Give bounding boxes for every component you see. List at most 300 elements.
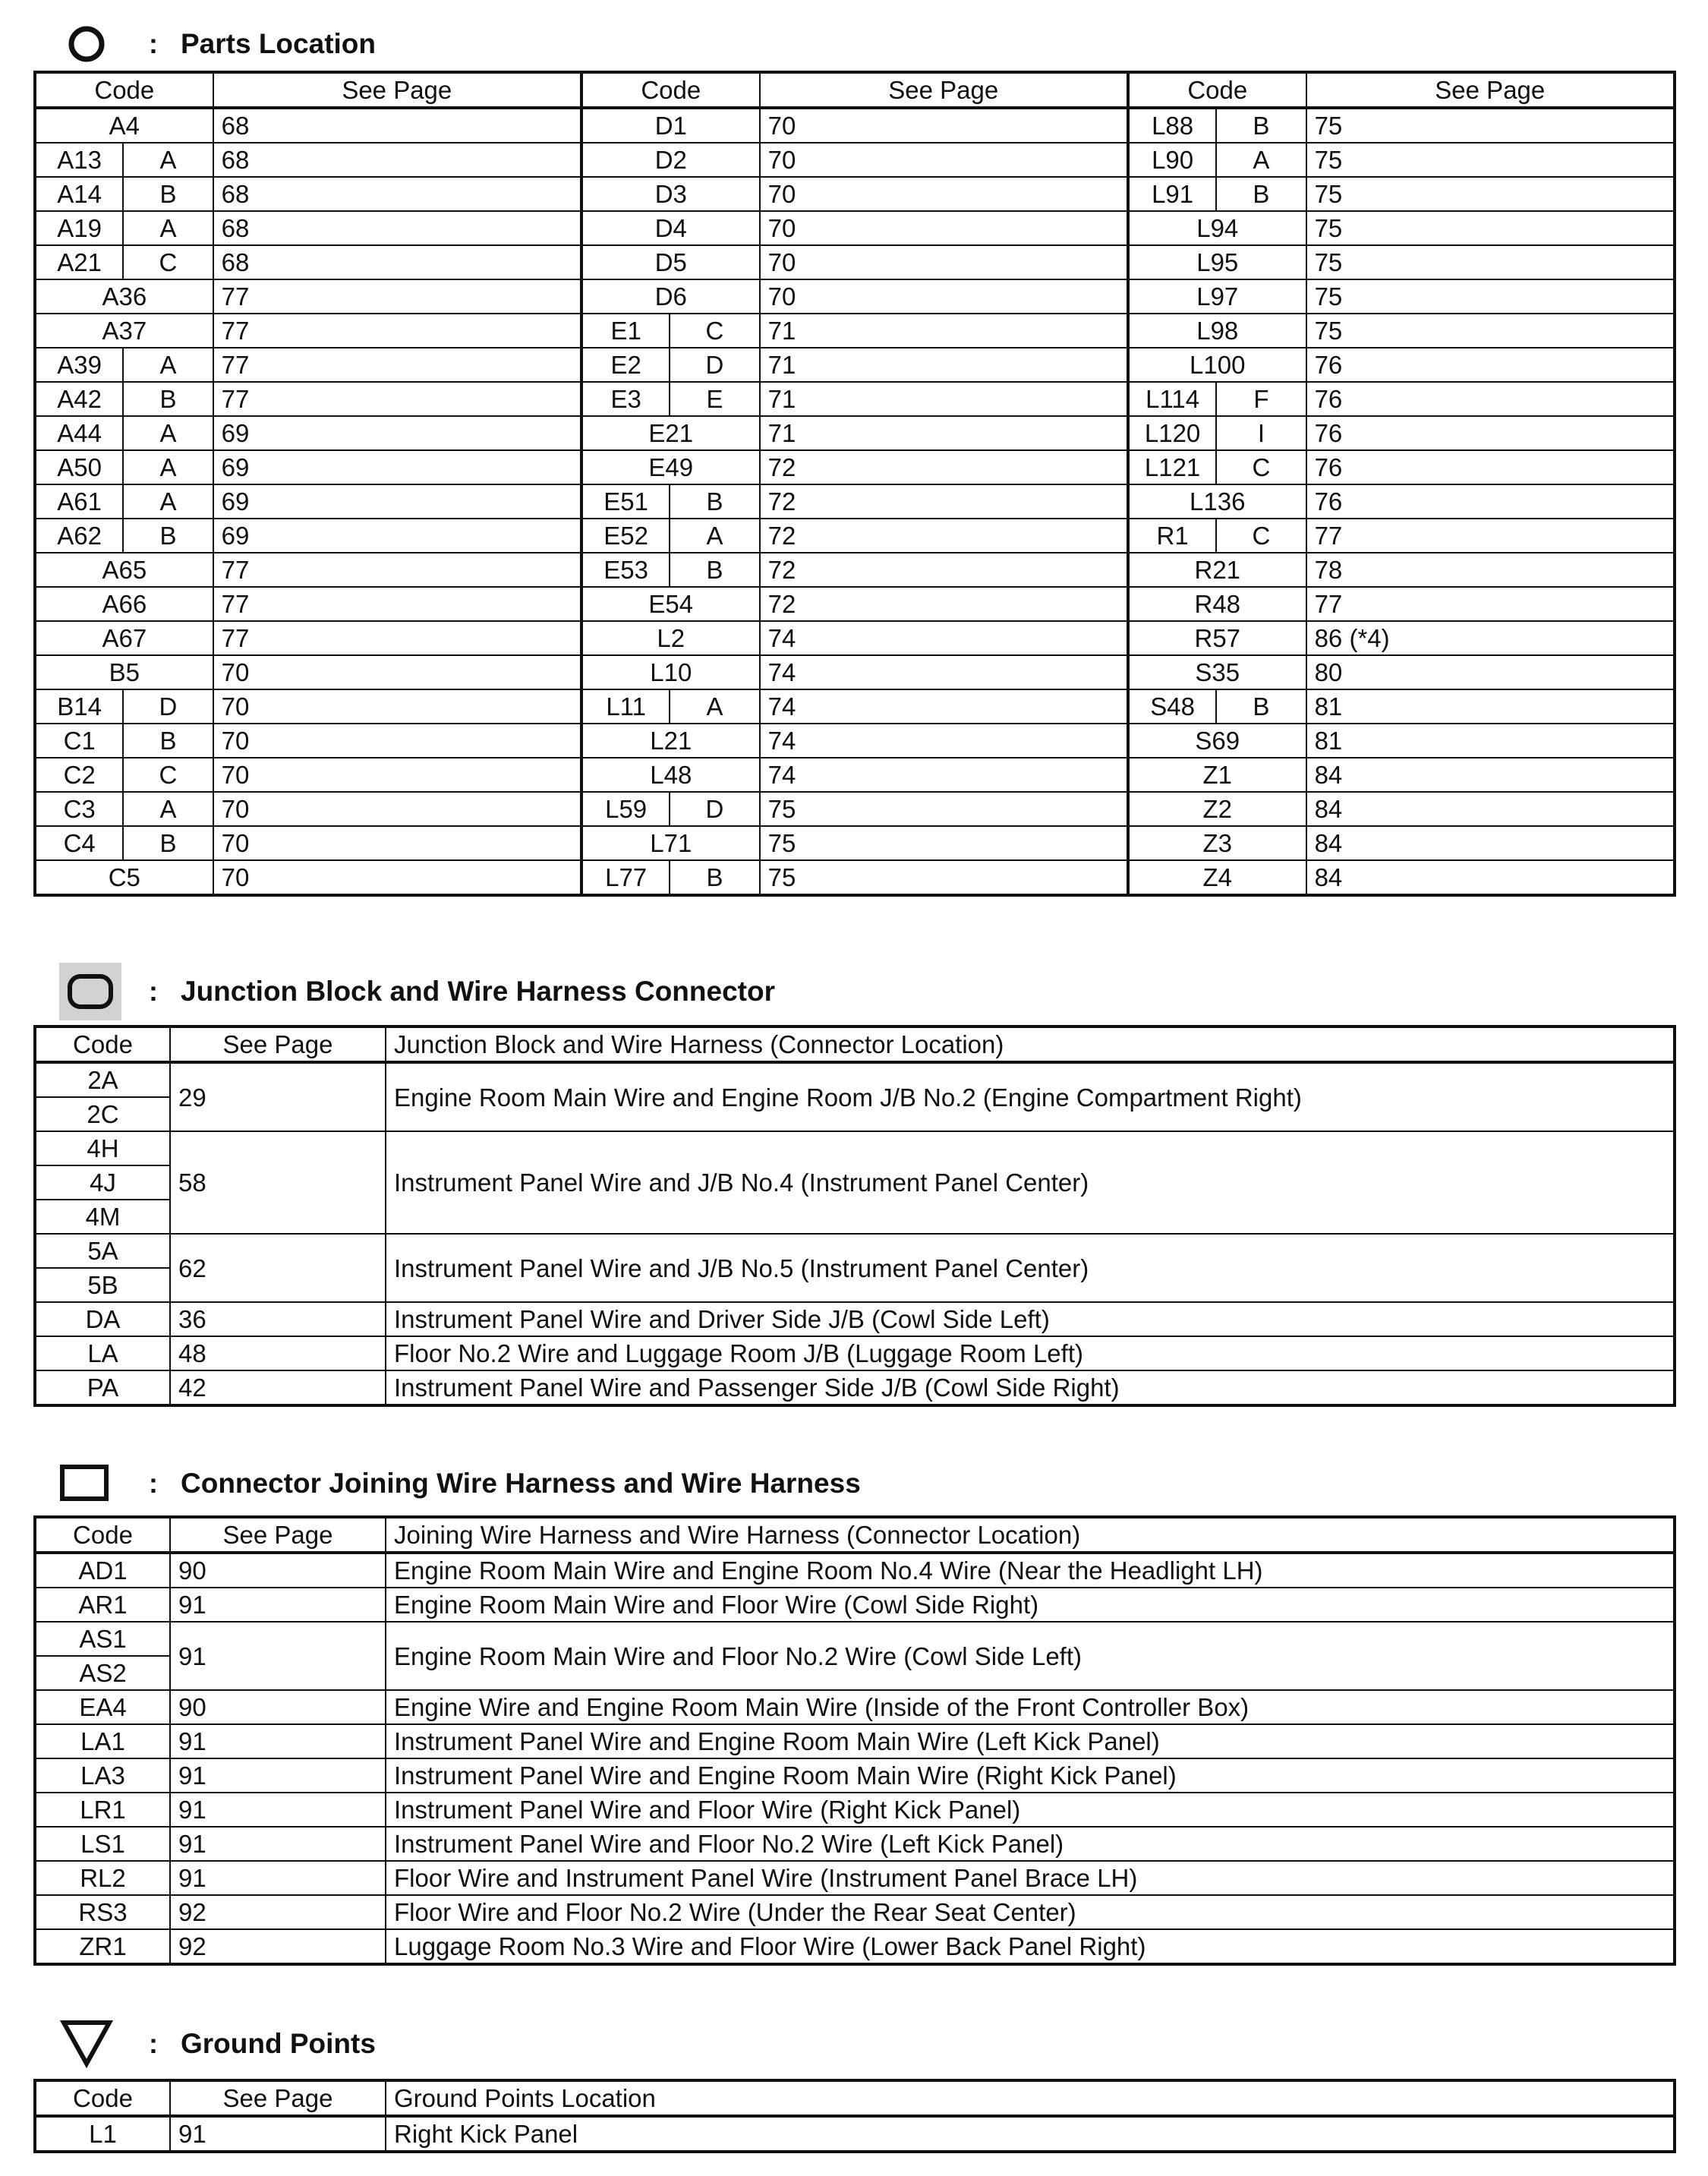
header-see-page: See Page bbox=[760, 72, 1128, 108]
part-code: E1 bbox=[581, 314, 670, 348]
part-connector-letter: I bbox=[1216, 416, 1306, 450]
location-description: Floor Wire and Floor No.2 Wire (Under the Rear Seat Center) bbox=[386, 1895, 1675, 1929]
table-row bbox=[35, 348, 1675, 382]
connector-code: RS3 bbox=[35, 1895, 170, 1929]
part-see-page: 71 bbox=[760, 348, 1128, 382]
part-see-page: 68 bbox=[213, 108, 581, 143]
table-row bbox=[35, 1861, 1675, 1895]
part-code: A4 bbox=[35, 108, 213, 143]
table-row bbox=[35, 1929, 1675, 1964]
part-see-page: 81 bbox=[1306, 724, 1675, 758]
connector-code: 4M bbox=[35, 1200, 170, 1234]
part-connector-letter: B bbox=[123, 724, 213, 758]
part-code: E49 bbox=[581, 450, 760, 484]
table-row bbox=[35, 177, 1675, 211]
location-description: Instrument Panel Wire and Driver Side J/B (Cowl Side Left) bbox=[386, 1302, 1675, 1336]
part-code: D6 bbox=[581, 279, 760, 314]
connector-code: 2C bbox=[35, 1097, 170, 1131]
part-code: D5 bbox=[581, 245, 760, 279]
part-see-page: 72 bbox=[760, 484, 1128, 519]
part-code: A67 bbox=[35, 621, 213, 655]
location-description: Instrument Panel Wire and J/B No.4 (Instrument Panel Center) bbox=[386, 1131, 1675, 1234]
part-connector-letter: C bbox=[670, 314, 759, 348]
see-page: 90 bbox=[170, 1690, 386, 1724]
see-page: 90 bbox=[170, 1553, 386, 1588]
header-code: Code bbox=[35, 2080, 170, 2116]
part-see-page: 77 bbox=[213, 553, 581, 587]
see-page: 42 bbox=[170, 1370, 386, 1405]
part-code: S69 bbox=[1128, 724, 1306, 758]
table-row bbox=[35, 1062, 1675, 1097]
part-code: S35 bbox=[1128, 655, 1306, 689]
part-see-page: 68 bbox=[213, 143, 581, 177]
header-see-page: See Page bbox=[170, 2080, 386, 2116]
part-code: D2 bbox=[581, 143, 760, 177]
part-see-page: 72 bbox=[760, 519, 1128, 553]
connector-code: AD1 bbox=[35, 1553, 170, 1588]
part-connector-letter: C bbox=[1216, 519, 1306, 553]
part-see-page: 70 bbox=[760, 279, 1128, 314]
part-see-page: 69 bbox=[213, 519, 581, 553]
part-code: A50 bbox=[35, 450, 123, 484]
connector-code: DA bbox=[35, 1302, 170, 1336]
part-code: A39 bbox=[35, 348, 123, 382]
part-see-page: 70 bbox=[760, 245, 1128, 279]
connector-code: L1 bbox=[35, 2116, 170, 2152]
part-code: E21 bbox=[581, 416, 760, 450]
part-see-page: 84 bbox=[1306, 758, 1675, 792]
see-page: 91 bbox=[170, 2116, 386, 2152]
table-row bbox=[35, 655, 1675, 689]
part-connector-letter: A bbox=[123, 211, 213, 245]
location-description: Instrument Panel Wire and Passenger Side J/B (Cowl Side Right) bbox=[386, 1370, 1675, 1405]
part-see-page: 74 bbox=[760, 724, 1128, 758]
table-header-row bbox=[35, 2080, 1675, 2116]
part-see-page: 70 bbox=[213, 655, 581, 689]
location-description: Engine Room Main Wire and Floor No.2 Wire (Cowl Side Left) bbox=[386, 1622, 1675, 1690]
part-connector-letter: A bbox=[123, 484, 213, 519]
part-see-page: 71 bbox=[760, 382, 1128, 416]
part-see-page: 72 bbox=[760, 553, 1128, 587]
location-description: Instrument Panel Wire and J/B No.5 (Instrument Panel Center) bbox=[386, 1234, 1675, 1302]
location-description: Instrument Panel Wire and Floor No.2 Wire (Left Kick Panel) bbox=[386, 1827, 1675, 1861]
part-see-page: 86 (*4) bbox=[1306, 621, 1675, 655]
part-see-page: 74 bbox=[760, 621, 1128, 655]
location-description: Luggage Room No.3 Wire and Floor Wire (Lower Back Panel Right) bbox=[386, 1929, 1675, 1964]
table-row bbox=[35, 314, 1675, 348]
header-code: Code bbox=[35, 1517, 170, 1553]
part-see-page: 72 bbox=[760, 450, 1128, 484]
part-code: L88 bbox=[1128, 108, 1216, 143]
see-page: 29 bbox=[170, 1062, 386, 1131]
part-see-page: 74 bbox=[760, 655, 1128, 689]
section-colon: : bbox=[149, 976, 158, 1007]
part-connector-letter: B bbox=[670, 553, 759, 587]
part-code: L90 bbox=[1128, 143, 1216, 177]
connector-code: ZR1 bbox=[35, 1929, 170, 1964]
header-see-page: See Page bbox=[170, 1027, 386, 1062]
part-code: L97 bbox=[1128, 279, 1306, 314]
see-page: 36 bbox=[170, 1302, 386, 1336]
part-code: D3 bbox=[581, 177, 760, 211]
part-connector-letter: C bbox=[1216, 450, 1306, 484]
table-row bbox=[35, 484, 1675, 519]
part-code: E53 bbox=[581, 553, 670, 587]
part-code: L77 bbox=[581, 860, 670, 895]
part-see-page: 84 bbox=[1306, 826, 1675, 860]
section-title: Parts Location bbox=[181, 28, 376, 59]
part-code: L2 bbox=[581, 621, 760, 655]
table-header-row bbox=[35, 72, 1675, 108]
table-row bbox=[35, 416, 1675, 450]
circle-icon bbox=[67, 24, 106, 64]
table-row bbox=[35, 1336, 1675, 1370]
part-code: L120 bbox=[1128, 416, 1216, 450]
part-code: A44 bbox=[35, 416, 123, 450]
table-row bbox=[35, 1793, 1675, 1827]
part-see-page: 81 bbox=[1306, 689, 1675, 724]
part-see-page: 70 bbox=[213, 724, 581, 758]
part-see-page: 77 bbox=[1306, 519, 1675, 553]
section-colon: : bbox=[149, 2028, 158, 2059]
part-connector-letter: D bbox=[123, 689, 213, 724]
connector-code: AR1 bbox=[35, 1588, 170, 1622]
part-connector-letter: B bbox=[670, 860, 759, 895]
section-title: Ground Points bbox=[181, 2028, 376, 2059]
part-code: L136 bbox=[1128, 484, 1306, 519]
location-description: Engine Room Main Wire and Floor Wire (Cowl Side Right) bbox=[386, 1588, 1675, 1622]
connector-code: AS1 bbox=[35, 1622, 170, 1656]
part-see-page: 71 bbox=[760, 314, 1128, 348]
header-code: Code bbox=[581, 72, 760, 108]
header-description: Junction Block and Wire Harness (Connector Location) bbox=[386, 1027, 1675, 1062]
part-see-page: 69 bbox=[213, 450, 581, 484]
part-code: E52 bbox=[581, 519, 670, 553]
part-code: A65 bbox=[35, 553, 213, 587]
part-code: A62 bbox=[35, 519, 123, 553]
part-code: C2 bbox=[35, 758, 123, 792]
table-header-row bbox=[35, 1517, 1675, 1553]
connector-code: LR1 bbox=[35, 1793, 170, 1827]
part-connector-letter: A bbox=[670, 689, 759, 724]
see-page: 91 bbox=[170, 1588, 386, 1622]
part-code: L11 bbox=[581, 689, 670, 724]
part-see-page: 74 bbox=[760, 689, 1128, 724]
part-see-page: 70 bbox=[213, 792, 581, 826]
location-description: Instrument Panel Wire and Engine Room Main Wire (Left Kick Panel) bbox=[386, 1724, 1675, 1758]
part-see-page: 77 bbox=[213, 279, 581, 314]
part-code: L48 bbox=[581, 758, 760, 792]
connector-code: LS1 bbox=[35, 1827, 170, 1861]
connector-code: LA bbox=[35, 1336, 170, 1370]
section-colon: : bbox=[149, 28, 158, 59]
part-code: A66 bbox=[35, 587, 213, 621]
location-description: Right Kick Panel bbox=[386, 2116, 1675, 2152]
part-see-page: 84 bbox=[1306, 860, 1675, 895]
location-description: Engine Wire and Engine Room Main Wire (Inside of the Front Controller Box) bbox=[386, 1690, 1675, 1724]
part-see-page: 76 bbox=[1306, 416, 1675, 450]
connector-joining-header bbox=[0, 1458, 1708, 1512]
part-code: A13 bbox=[35, 143, 123, 177]
part-see-page: 76 bbox=[1306, 450, 1675, 484]
section-title: Junction Block and Wire Harness Connector bbox=[181, 976, 775, 1007]
part-code: L10 bbox=[581, 655, 760, 689]
see-page: 92 bbox=[170, 1929, 386, 1964]
table-row bbox=[35, 1302, 1675, 1336]
part-see-page: 70 bbox=[213, 826, 581, 860]
section-title: Connector Joining Wire Harness and Wire Harness bbox=[181, 1468, 861, 1499]
connector-code: RL2 bbox=[35, 1861, 170, 1895]
table-row bbox=[35, 758, 1675, 792]
part-see-page: 75 bbox=[1306, 279, 1675, 314]
table-row bbox=[35, 724, 1675, 758]
part-see-page: 75 bbox=[760, 860, 1128, 895]
part-see-page: 75 bbox=[1306, 177, 1675, 211]
part-code: A61 bbox=[35, 484, 123, 519]
table-header-row bbox=[35, 1027, 1675, 1062]
part-see-page: 77 bbox=[213, 348, 581, 382]
connector-code: 5A bbox=[35, 1234, 170, 1268]
see-page: 91 bbox=[170, 1827, 386, 1861]
part-see-page: 75 bbox=[1306, 211, 1675, 245]
part-code: E2 bbox=[581, 348, 670, 382]
part-see-page: 76 bbox=[1306, 484, 1675, 519]
part-see-page: 76 bbox=[1306, 382, 1675, 416]
part-connector-letter: B bbox=[123, 177, 213, 211]
ground-points-table bbox=[33, 2079, 1676, 2153]
part-see-page: 70 bbox=[213, 758, 581, 792]
part-code: Z1 bbox=[1128, 758, 1306, 792]
connector-code: AS2 bbox=[35, 1656, 170, 1690]
part-connector-letter: B bbox=[1216, 177, 1306, 211]
part-code: A14 bbox=[35, 177, 123, 211]
table-row bbox=[35, 860, 1675, 895]
table-row bbox=[35, 792, 1675, 826]
table-row bbox=[35, 1131, 1675, 1165]
see-page: 62 bbox=[170, 1234, 386, 1302]
part-code: L71 bbox=[581, 826, 760, 860]
part-see-page: 70 bbox=[760, 177, 1128, 211]
parts-location-header bbox=[0, 21, 1708, 76]
table-row bbox=[35, 621, 1675, 655]
part-code: A42 bbox=[35, 382, 123, 416]
header-see-page: See Page bbox=[213, 72, 581, 108]
header-code: Code bbox=[35, 72, 213, 108]
part-connector-letter: A bbox=[123, 416, 213, 450]
connector-code: 5B bbox=[35, 1268, 170, 1302]
part-code: L91 bbox=[1128, 177, 1216, 211]
location-description: Engine Room Main Wire and Engine Room No.4 Wire (Near the Headlight LH) bbox=[386, 1553, 1675, 1588]
table-row bbox=[35, 211, 1675, 245]
part-code: D4 bbox=[581, 211, 760, 245]
part-connector-letter: A bbox=[123, 450, 213, 484]
table-row bbox=[35, 2116, 1675, 2152]
table-row bbox=[35, 382, 1675, 416]
part-see-page: 77 bbox=[213, 314, 581, 348]
part-see-page: 70 bbox=[213, 860, 581, 895]
part-code: R57 bbox=[1128, 621, 1306, 655]
ground-points-header bbox=[0, 2018, 1708, 2073]
part-code: A21 bbox=[35, 245, 123, 279]
part-code: D1 bbox=[581, 108, 760, 143]
part-code: S48 bbox=[1128, 689, 1216, 724]
part-connector-letter: B bbox=[123, 382, 213, 416]
connector-code: 2A bbox=[35, 1062, 170, 1097]
part-code: A19 bbox=[35, 211, 123, 245]
part-see-page: 77 bbox=[213, 621, 581, 655]
header-see-page: See Page bbox=[1306, 72, 1675, 108]
part-connector-letter: E bbox=[670, 382, 759, 416]
table-row bbox=[35, 279, 1675, 314]
see-page: 92 bbox=[170, 1895, 386, 1929]
part-code: L21 bbox=[581, 724, 760, 758]
part-connector-letter: F bbox=[1216, 382, 1306, 416]
part-see-page: 74 bbox=[760, 758, 1128, 792]
part-code: C3 bbox=[35, 792, 123, 826]
part-see-page: 70 bbox=[760, 108, 1128, 143]
part-connector-letter: A bbox=[1216, 143, 1306, 177]
part-code: B14 bbox=[35, 689, 123, 724]
part-connector-letter: B bbox=[1216, 108, 1306, 143]
part-connector-letter: A bbox=[123, 348, 213, 382]
part-see-page: 70 bbox=[760, 143, 1128, 177]
part-connector-letter: D bbox=[670, 348, 759, 382]
triangle-down-icon bbox=[59, 2018, 114, 2068]
part-code: Z3 bbox=[1128, 826, 1306, 860]
junction-block-table bbox=[33, 1025, 1676, 1407]
parts-location-table bbox=[33, 71, 1676, 897]
part-connector-letter: A bbox=[123, 792, 213, 826]
connector-code: 4J bbox=[35, 1165, 170, 1200]
table-row bbox=[35, 245, 1675, 279]
part-code: L121 bbox=[1128, 450, 1216, 484]
part-see-page: 84 bbox=[1306, 792, 1675, 826]
part-code: L94 bbox=[1128, 211, 1306, 245]
header-description: Joining Wire Harness and Wire Harness (Connector Location) bbox=[386, 1517, 1675, 1553]
location-description: Instrument Panel Wire and Engine Room Main Wire (Right Kick Panel) bbox=[386, 1758, 1675, 1793]
part-connector-letter: A bbox=[670, 519, 759, 553]
rounded-rect-icon bbox=[59, 963, 121, 1020]
table-row bbox=[35, 1827, 1675, 1861]
table-row bbox=[35, 689, 1675, 724]
connector-code: PA bbox=[35, 1370, 170, 1405]
part-see-page: 72 bbox=[760, 587, 1128, 621]
part-see-page: 68 bbox=[213, 245, 581, 279]
table-row bbox=[35, 450, 1675, 484]
see-page: 91 bbox=[170, 1793, 386, 1827]
part-code: E3 bbox=[581, 382, 670, 416]
part-see-page: 76 bbox=[1306, 348, 1675, 382]
part-code: A36 bbox=[35, 279, 213, 314]
part-see-page: 69 bbox=[213, 416, 581, 450]
part-see-page: 75 bbox=[1306, 314, 1675, 348]
header-description: Ground Points Location bbox=[386, 2080, 1675, 2116]
see-page: 91 bbox=[170, 1861, 386, 1895]
part-connector-letter: B bbox=[670, 484, 759, 519]
table-row bbox=[35, 587, 1675, 621]
part-see-page: 70 bbox=[760, 211, 1128, 245]
table-row bbox=[35, 1758, 1675, 1793]
rectangle-icon bbox=[59, 1464, 109, 1502]
location-description: Floor Wire and Instrument Panel Wire (Instrument Panel Brace LH) bbox=[386, 1861, 1675, 1895]
table-row bbox=[35, 1690, 1675, 1724]
connector-joining-table bbox=[33, 1515, 1676, 1966]
part-connector-letter: B bbox=[1216, 689, 1306, 724]
part-code: L95 bbox=[1128, 245, 1306, 279]
see-page: 91 bbox=[170, 1724, 386, 1758]
table-row bbox=[35, 1553, 1675, 1588]
connector-code: LA3 bbox=[35, 1758, 170, 1793]
part-see-page: 69 bbox=[213, 484, 581, 519]
part-see-page: 68 bbox=[213, 211, 581, 245]
part-see-page: 75 bbox=[760, 826, 1128, 860]
part-see-page: 77 bbox=[1306, 587, 1675, 621]
part-see-page: 77 bbox=[213, 382, 581, 416]
part-code: C4 bbox=[35, 826, 123, 860]
see-page: 91 bbox=[170, 1622, 386, 1690]
table-row bbox=[35, 143, 1675, 177]
part-connector-letter: A bbox=[123, 143, 213, 177]
part-see-page: 75 bbox=[760, 792, 1128, 826]
part-see-page: 68 bbox=[213, 177, 581, 211]
part-see-page: 75 bbox=[1306, 108, 1675, 143]
part-code: Z4 bbox=[1128, 860, 1306, 895]
table-row bbox=[35, 1370, 1675, 1405]
table-row bbox=[35, 1622, 1675, 1656]
part-code: L98 bbox=[1128, 314, 1306, 348]
location-description: Instrument Panel Wire and Floor Wire (Right Kick Panel) bbox=[386, 1793, 1675, 1827]
part-code: R1 bbox=[1128, 519, 1216, 553]
part-code: L114 bbox=[1128, 382, 1216, 416]
header-code: Code bbox=[35, 1027, 170, 1062]
table-row bbox=[35, 108, 1675, 143]
part-see-page: 71 bbox=[760, 416, 1128, 450]
part-code: E54 bbox=[581, 587, 760, 621]
part-connector-letter: B bbox=[123, 519, 213, 553]
part-code: C5 bbox=[35, 860, 213, 895]
part-code: C1 bbox=[35, 724, 123, 758]
part-see-page: 78 bbox=[1306, 553, 1675, 587]
part-code: R48 bbox=[1128, 587, 1306, 621]
see-page: 48 bbox=[170, 1336, 386, 1370]
part-connector-letter: B bbox=[123, 826, 213, 860]
part-code: B5 bbox=[35, 655, 213, 689]
table-row bbox=[35, 553, 1675, 587]
connector-code: EA4 bbox=[35, 1690, 170, 1724]
part-code: E51 bbox=[581, 484, 670, 519]
table-row bbox=[35, 1588, 1675, 1622]
table-row bbox=[35, 519, 1675, 553]
table-row bbox=[35, 1234, 1675, 1268]
part-code: R21 bbox=[1128, 553, 1306, 587]
table-row bbox=[35, 1724, 1675, 1758]
part-connector-letter: D bbox=[670, 792, 759, 826]
part-code: L100 bbox=[1128, 348, 1306, 382]
header-see-page: See Page bbox=[170, 1517, 386, 1553]
see-page: 91 bbox=[170, 1758, 386, 1793]
part-see-page: 75 bbox=[1306, 143, 1675, 177]
table-row bbox=[35, 1895, 1675, 1929]
part-connector-letter: C bbox=[123, 245, 213, 279]
connector-code: 4H bbox=[35, 1131, 170, 1165]
part-code: L59 bbox=[581, 792, 670, 826]
part-see-page: 70 bbox=[213, 689, 581, 724]
header-code: Code bbox=[1128, 72, 1306, 108]
section-colon: : bbox=[149, 1468, 158, 1499]
connector-code: LA1 bbox=[35, 1724, 170, 1758]
part-code: A37 bbox=[35, 314, 213, 348]
table-row bbox=[35, 826, 1675, 860]
